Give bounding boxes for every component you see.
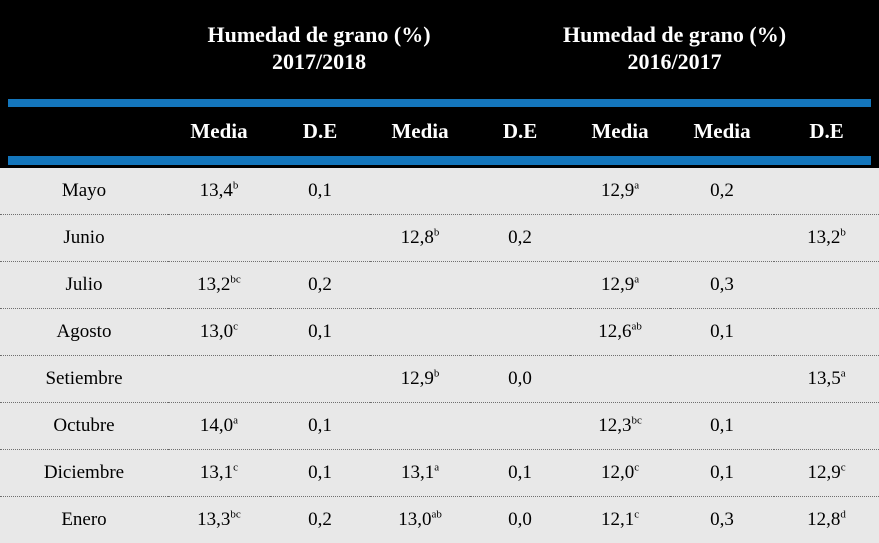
- subheader-row: [0, 110, 879, 152]
- cell-value: 13,0: [398, 509, 432, 530]
- header-group-2017-2018-line2: 2017/2018: [271, 49, 367, 74]
- cell-superscript: bc: [230, 508, 241, 521]
- table-cell: [370, 450, 470, 497]
- cell-value: 0,2: [308, 509, 332, 530]
- cell-value: 12,9: [400, 368, 434, 389]
- table-cell: [470, 450, 570, 497]
- cell-superscript: bc: [230, 273, 241, 286]
- table-cell: [270, 168, 370, 215]
- table-cell: [470, 497, 570, 543]
- cell-value: 0,2: [508, 227, 532, 248]
- subheader-col-6: Media: [693, 118, 751, 143]
- table-cell: [670, 309, 774, 356]
- table-cell: [774, 497, 879, 543]
- table-row: [0, 215, 879, 262]
- cell-superscript: b: [840, 226, 846, 239]
- subheader-col-7: D.E: [809, 118, 844, 143]
- table-cell: [570, 262, 670, 309]
- cell-value: 13,1: [400, 462, 435, 483]
- cell-value: 12,6: [598, 321, 632, 342]
- table-cell: [370, 262, 470, 309]
- cell-value: 13,4: [199, 180, 233, 201]
- cell-value: 0,1: [508, 462, 532, 483]
- table-cell: [370, 309, 470, 356]
- cell-value: 12,9: [600, 180, 635, 201]
- accent-rule-bottom-cell: [0, 152, 879, 168]
- cell-value: 0,2: [710, 180, 734, 201]
- cell-value: 0,1: [710, 462, 734, 483]
- table-cell: [270, 356, 370, 403]
- cell-value: 0,1: [308, 415, 332, 436]
- table-row: [0, 403, 879, 450]
- cell-value: 0,3: [710, 274, 734, 295]
- row-month-label: Mayo: [0, 168, 168, 215]
- accent-rule-top-cell: [0, 96, 879, 110]
- header-group-2016-2017-line2: 2016/2017: [627, 49, 722, 74]
- table-cell: [470, 168, 570, 215]
- table-cell: [370, 168, 470, 215]
- cell-superscript: a: [434, 461, 440, 474]
- cell-superscript: a: [840, 367, 846, 380]
- table-cell: [270, 497, 370, 543]
- table-cell: [168, 497, 270, 543]
- cell-superscript: a: [634, 273, 640, 286]
- subheader-col-4: D.E: [502, 118, 538, 143]
- table-cell: [270, 403, 370, 450]
- cell-superscript: c: [634, 461, 640, 474]
- row-month-label: Diciembre: [0, 450, 168, 497]
- cell-value: 12,8: [807, 509, 841, 530]
- header-group-2016-2017-line1: Humedad de grano (%): [563, 21, 787, 47]
- table-cell: [470, 262, 570, 309]
- cell-superscript: c: [233, 461, 239, 474]
- cell-value: 0,1: [710, 415, 734, 436]
- cell-superscript: d: [840, 508, 846, 521]
- row-month-label: Julio: [0, 262, 168, 309]
- cell-value: 13,2: [197, 274, 231, 295]
- table-cell: [570, 403, 670, 450]
- cell-value: 13,5: [807, 368, 841, 389]
- table-cell: [570, 168, 670, 215]
- cell-value: 12,0: [600, 462, 635, 483]
- table-cell: [370, 356, 470, 403]
- table-cell: [270, 309, 370, 356]
- cell-value: 14,0: [199, 415, 234, 436]
- cell-superscript: a: [634, 179, 640, 192]
- table-cell: [570, 309, 670, 356]
- cell-value: 0,0: [508, 368, 532, 389]
- cell-value: 12,8: [400, 227, 434, 248]
- table-row: [0, 497, 879, 543]
- table-row: [0, 309, 879, 356]
- cell-superscript: a: [233, 414, 239, 427]
- table-cell: [270, 215, 370, 262]
- cell-value: 0,0: [508, 509, 532, 530]
- table-body: [0, 168, 879, 543]
- cell-value: 12,1: [600, 509, 635, 530]
- cell-value: 12,9: [600, 274, 635, 295]
- accent-rule-bottom: [0, 152, 879, 168]
- cell-value: 0,1: [308, 321, 332, 342]
- cell-superscript: b: [433, 367, 440, 380]
- table-cell: [774, 356, 879, 403]
- header-group-2016-2017: [470, 0, 879, 96]
- cell-value: 12,3: [598, 415, 632, 436]
- table-cell: [774, 168, 879, 215]
- table-cell: [570, 450, 670, 497]
- accent-bar: [8, 99, 871, 107]
- table-cell: [470, 403, 570, 450]
- row-month-label: Octubre: [0, 403, 168, 450]
- cell-superscript: c: [840, 461, 846, 474]
- cell-value: 0,1: [308, 462, 332, 483]
- table-cell: [470, 309, 570, 356]
- table-cell: [168, 168, 270, 215]
- table-cell: [570, 215, 670, 262]
- table-cell: [270, 262, 370, 309]
- row-month-label: Setiembre: [0, 356, 168, 403]
- table-cell: [168, 215, 270, 262]
- cell-superscript: ab: [631, 320, 642, 333]
- subheader-col-1: Media: [190, 118, 248, 143]
- subheader-col-5: Media: [591, 118, 649, 143]
- table-row: [0, 450, 879, 497]
- header-group-row: [0, 0, 879, 96]
- table-cell: [470, 356, 570, 403]
- subheader-col-3: Media: [391, 118, 449, 143]
- table-cell: [370, 215, 470, 262]
- table-cell: [774, 309, 879, 356]
- table-cell: [670, 497, 774, 543]
- cell-superscript: b: [232, 179, 239, 192]
- row-month-label: Junio: [0, 215, 168, 262]
- table-cell: [570, 497, 670, 543]
- table-cell: [670, 450, 774, 497]
- cell-value: 0,1: [710, 321, 734, 342]
- table-cell: [670, 356, 774, 403]
- row-month-label: Agosto: [0, 309, 168, 356]
- table-header: [0, 0, 879, 168]
- cell-value: 13,3: [197, 509, 231, 530]
- table-cell: [470, 215, 570, 262]
- table-cell: [168, 403, 270, 450]
- header-group-2017-2018: [168, 0, 470, 96]
- table-cell: [670, 215, 774, 262]
- cell-value: 0,3: [710, 509, 734, 530]
- table-cell: [670, 403, 774, 450]
- table-cell: [670, 168, 774, 215]
- cell-superscript: c: [634, 508, 640, 521]
- cell-superscript: ab: [431, 508, 442, 521]
- cell-superscript: c: [233, 320, 239, 333]
- table-cell: [168, 262, 270, 309]
- cell-superscript: bc: [631, 414, 642, 427]
- cell-value: 13,0: [199, 321, 234, 342]
- accent-bar-2: [8, 156, 871, 165]
- table-cell: [670, 262, 774, 309]
- table-cell: [774, 262, 879, 309]
- table-cell: [168, 309, 270, 356]
- cell-value: 12,9: [807, 462, 841, 483]
- subheader-month: [0, 110, 168, 152]
- table-cell: [270, 450, 370, 497]
- table-cell: [774, 450, 879, 497]
- table-cell: [570, 356, 670, 403]
- cell-value: 0,1: [308, 180, 332, 201]
- table-cell: [168, 450, 270, 497]
- cell-value: 0,2: [308, 274, 332, 295]
- cell-value: 13,2: [807, 227, 841, 248]
- table-cell: [774, 403, 879, 450]
- cell-value: 13,1: [199, 462, 234, 483]
- table-cell: [168, 356, 270, 403]
- cell-superscript: b: [433, 226, 440, 239]
- table-row: [0, 262, 879, 309]
- accent-rule-top: [0, 96, 879, 110]
- table-row: [0, 168, 879, 215]
- subheader-col-2: D.E: [302, 118, 338, 143]
- table-cell: [774, 215, 879, 262]
- table-cell: [370, 403, 470, 450]
- row-month-label: Enero: [61, 509, 107, 530]
- header-corner-cell: [0, 0, 168, 96]
- table-row: [0, 356, 879, 403]
- header-group-2017-2018-line1: Humedad de grano (%): [207, 21, 431, 47]
- table-cell: [370, 497, 470, 543]
